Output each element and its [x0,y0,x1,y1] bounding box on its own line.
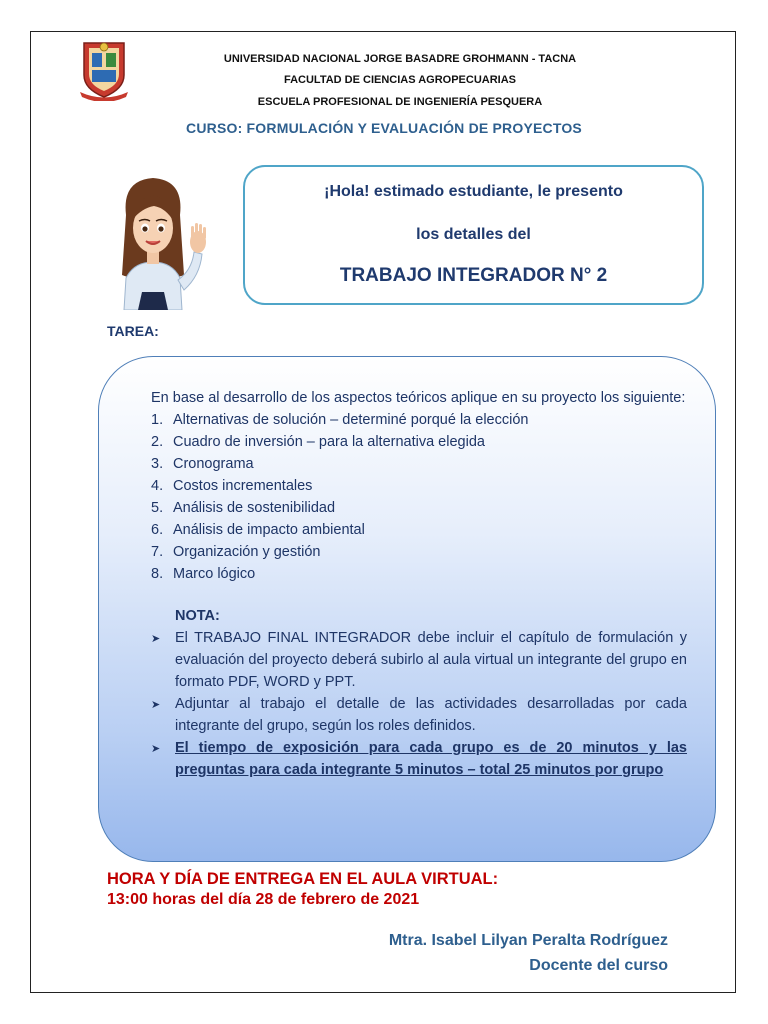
task-label: TAREA: [107,323,159,339]
task-list [151,409,687,585]
nota-label: NOTA: [175,608,220,624]
assignment-title: TRABAJO INTEGRADOR N° 2 [339,265,608,286]
university-seal-logo [78,37,130,101]
list-item-number: 3. [151,456,164,472]
nota-item [151,693,687,737]
greeting-line-2: los detalles del [416,226,531,243]
list-item-number: 8. [151,566,164,582]
nota-text: El TRABAJO FINAL INTEGRADOR debe incluir el capítulo de formulación y evaluación del proyecto deberá subirlo al aula virtual un integrante del grupo en formato PDF, WORD y PPT. [175,630,687,690]
list-item-text: Cuadro de inversión – para la alternativa elegida [173,434,485,450]
course-title: CURSO: FORMULACIÓN Y EVALUACIÓN DE PROYECTOS [186,120,582,136]
university-name: UNIVERSIDAD NACIONAL JORGE BASADRE GROHMANN - TACNA [223,53,577,65]
task-content [151,387,687,781]
list-item [151,541,687,563]
task-box [98,356,716,862]
nota-list [151,627,687,781]
list-item [151,409,687,431]
school-name: ESCUELA PROFESIONAL DE INGENIERÍA PESQUERA [257,96,543,108]
nota-text-emphasis: El tiempo de exposición para cada grupo es de 20 minutos y las preguntas para cada integrante 5 minutos – total 25 minutos por grupo [175,740,687,778]
nota-item [151,737,687,781]
list-item-text: Análisis de sostenibilidad [173,500,336,516]
list-item-number: 4. [151,478,164,494]
list-item-text: Cronograma [173,456,254,472]
faculty-name: FACULTAD DE CIENCIAS AGROPECUARIAS [283,74,517,86]
list-item-number: 6. [151,522,164,538]
teacher-name: Mtra. Isabel Lilyan Peralta Rodríguez [388,932,668,949]
greeting-line-1: ¡Hola! estimado estudiante, le presento [324,183,623,200]
arrowhead-bullet-icon: ➤ [151,699,161,711]
list-item-number: 1. [151,412,164,428]
list-item-text: Organización y gestión [173,544,321,560]
nota-item [151,627,687,693]
list-item-text: Marco lógico [173,566,256,582]
list-item-text: Análisis de impacto ambiental [173,522,365,538]
task-intro: En base al desarrollo de los aspectos teóricos aplique en su proyecto los siguiente: [151,390,686,406]
teacher-role: Docente del curso [529,957,668,974]
list-item [151,431,687,453]
list-item [151,519,687,541]
list-item [151,453,687,475]
list-item [151,563,687,585]
list-item-number: 2. [151,434,164,450]
list-item-number: 5. [151,500,164,516]
list-item-number: 7. [151,544,164,560]
list-item [151,475,687,497]
delivery-heading: HORA Y DÍA DE ENTREGA EN EL AULA VIRTUAL: [107,870,499,888]
arrowhead-bullet-icon: ➤ [151,633,161,645]
arrowhead-bullet-icon: ➤ [151,743,161,755]
delivery-datetime: 13:00 horas del día 28 de febrero de 2021 [107,891,420,908]
waving-teacher-avatar [108,170,220,310]
nota-text: Adjuntar al trabajo el detalle de las actividades desarrolladas por cada integrante del grupo, según los roles definidos. [175,696,687,734]
list-item-text: Alternativas de solución – determiné porqué la elección [173,412,529,428]
list-item-text: Costos incrementales [173,478,313,494]
list-item [151,497,687,519]
greeting-box [243,165,704,305]
